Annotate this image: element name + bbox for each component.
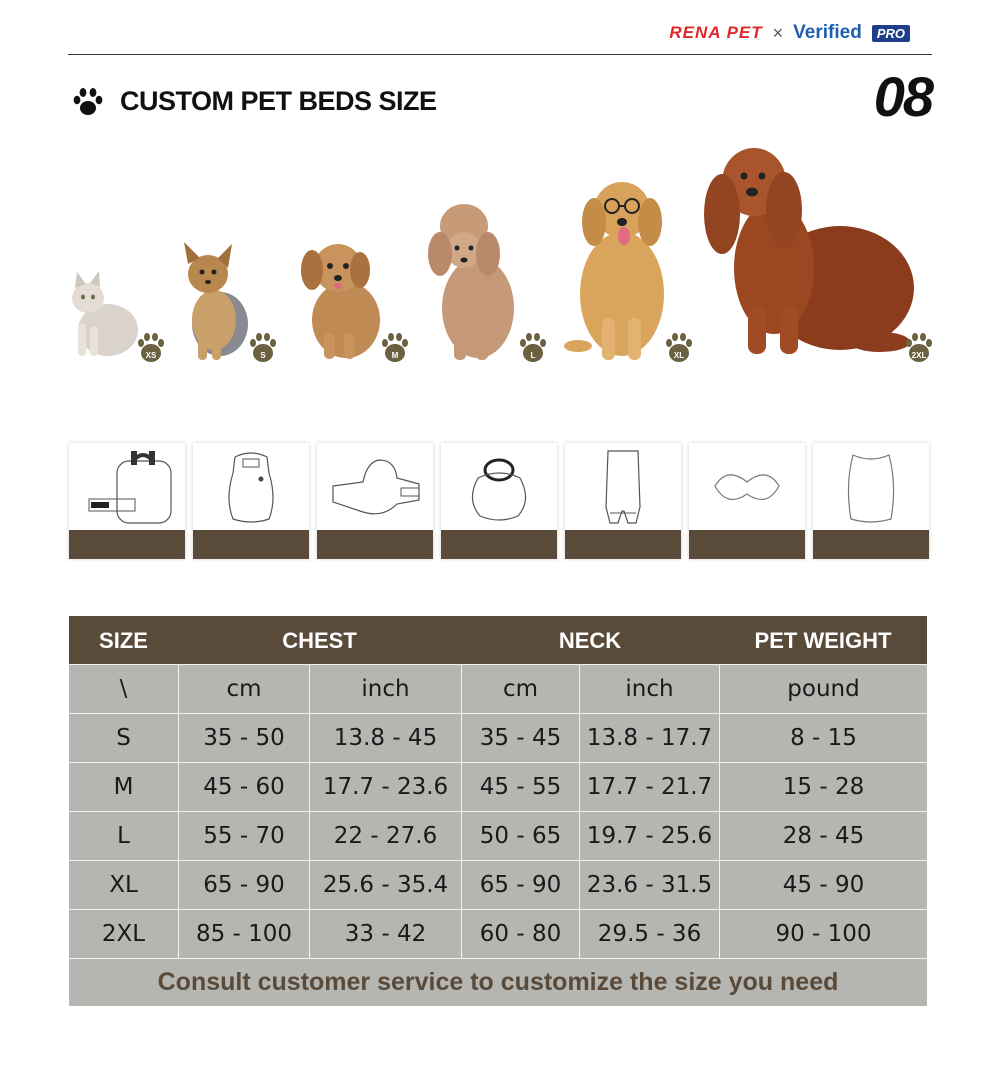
neck-inch-cell: 19.7 - 25.6 [579, 812, 719, 860]
unit-cell: inch [579, 665, 719, 713]
neck-cm-cell: 45 - 55 [461, 763, 579, 811]
table-row [69, 713, 927, 762]
poodle-image [424, 196, 526, 364]
chest-cm-cell: 65 - 90 [178, 861, 309, 909]
product-type-cards [69, 443, 929, 559]
table-footer-note: Consult customer service to customize the size you need [69, 958, 927, 1006]
product-card-harness [689, 443, 805, 559]
neck-inch-cell: 17.7 - 21.7 [579, 763, 719, 811]
chest-inch-cell: 22 - 27.6 [309, 812, 461, 860]
cat-image [66, 268, 142, 360]
chest-inch-cell: 33 - 42 [309, 910, 461, 958]
chest-cm-cell: 55 - 70 [178, 812, 309, 860]
dog-harness-icon [707, 462, 787, 512]
product-card-tank [813, 443, 929, 559]
dog-tank-icon [843, 449, 899, 525]
cocker-spaniel-image [700, 138, 920, 360]
product-card-shirt [193, 443, 309, 559]
chest-cm-cell: 35 - 50 [178, 714, 309, 762]
dog-hoodie-icon [464, 450, 534, 524]
size-table [69, 616, 927, 1006]
page-title: CUSTOM PET BEDS SIZE [120, 86, 437, 116]
neck-cm-cell: 60 - 80 [461, 910, 579, 958]
size-badge-s: S [248, 333, 278, 363]
harness-vest-icon [77, 447, 177, 527]
product-card-harness-vest [69, 443, 185, 559]
weight-cell: 45 - 90 [719, 861, 927, 909]
yorkie-image [178, 240, 258, 362]
brand-logos [669, 18, 910, 48]
poodle-mix-image [294, 228, 390, 362]
header-chest: CHEST [282, 628, 357, 653]
rena-pet-logo: RENA PET [669, 23, 763, 42]
chest-cm-cell: 85 - 100 [178, 910, 309, 958]
size-cell: 2XL [101, 921, 146, 947]
chest-inch-cell: 25.6 - 35.4 [309, 861, 461, 909]
size-badge-xs: XS [136, 333, 166, 363]
weight-cell: 8 - 15 [719, 714, 927, 762]
chest-inch-cell: 13.8 - 45 [309, 714, 461, 762]
card-bar [689, 530, 805, 559]
header-pet-weight: PET WEIGHT [754, 628, 892, 653]
card-bar [813, 530, 929, 559]
size-cell: XL [109, 872, 138, 898]
table-row [69, 762, 927, 811]
size-cell: L [117, 823, 130, 849]
product-card-coat [317, 443, 433, 559]
pet-size-illustrations [0, 130, 1000, 380]
unit-cell: \ [119, 676, 128, 702]
table-row [69, 811, 927, 860]
unit-cell: inch [309, 665, 461, 713]
size-badge-l: L [518, 333, 548, 363]
verified-logo: Verified [793, 22, 862, 43]
unit-cell: cm [178, 665, 309, 713]
title-row [72, 86, 437, 117]
product-card-hoodie [441, 443, 557, 559]
neck-inch-cell: 13.8 - 17.7 [579, 714, 719, 762]
units-row [69, 664, 927, 713]
paw-icon [72, 87, 104, 117]
header-divider [68, 54, 932, 55]
golden-retriever-image [564, 166, 674, 366]
neck-cm-cell: 35 - 45 [461, 714, 579, 762]
dog-bodysuit-icon [598, 447, 648, 527]
card-bar [193, 530, 309, 559]
size-badge-m: M [380, 333, 410, 363]
size-cell: M [113, 774, 134, 800]
chest-inch-cell: 17.7 - 23.6 [309, 763, 461, 811]
weight-cell: 90 - 100 [719, 910, 927, 958]
unit-cell: cm [461, 665, 579, 713]
card-bar [317, 530, 433, 559]
chest-cm-cell: 45 - 60 [178, 763, 309, 811]
card-bar [565, 530, 681, 559]
pro-badge: PRO [872, 25, 910, 42]
size-cell: S [116, 725, 131, 751]
product-card-bodysuit [565, 443, 681, 559]
table-row [69, 909, 927, 958]
weight-cell: 15 - 28 [719, 763, 927, 811]
dog-coat-icon [323, 452, 427, 522]
table-header [69, 616, 927, 664]
dog-shirt-icon [221, 449, 281, 525]
neck-cm-cell: 65 - 90 [461, 861, 579, 909]
card-bar [441, 530, 557, 559]
neck-inch-cell: 23.6 - 31.5 [579, 861, 719, 909]
unit-cell: pound [719, 665, 927, 713]
weight-cell: 28 - 45 [719, 812, 927, 860]
neck-inch-cell: 29.5 - 36 [579, 910, 719, 958]
neck-cm-cell: 50 - 65 [461, 812, 579, 860]
size-badge-2xl: 2XL [904, 333, 934, 363]
header-size: SIZE [99, 628, 148, 653]
header-neck: NECK [558, 628, 622, 653]
table-row [69, 860, 927, 909]
card-bar [69, 530, 185, 559]
page-number: 08 [873, 65, 932, 128]
brand-separator: × [772, 22, 784, 43]
size-badge-xl: XL [664, 333, 694, 363]
